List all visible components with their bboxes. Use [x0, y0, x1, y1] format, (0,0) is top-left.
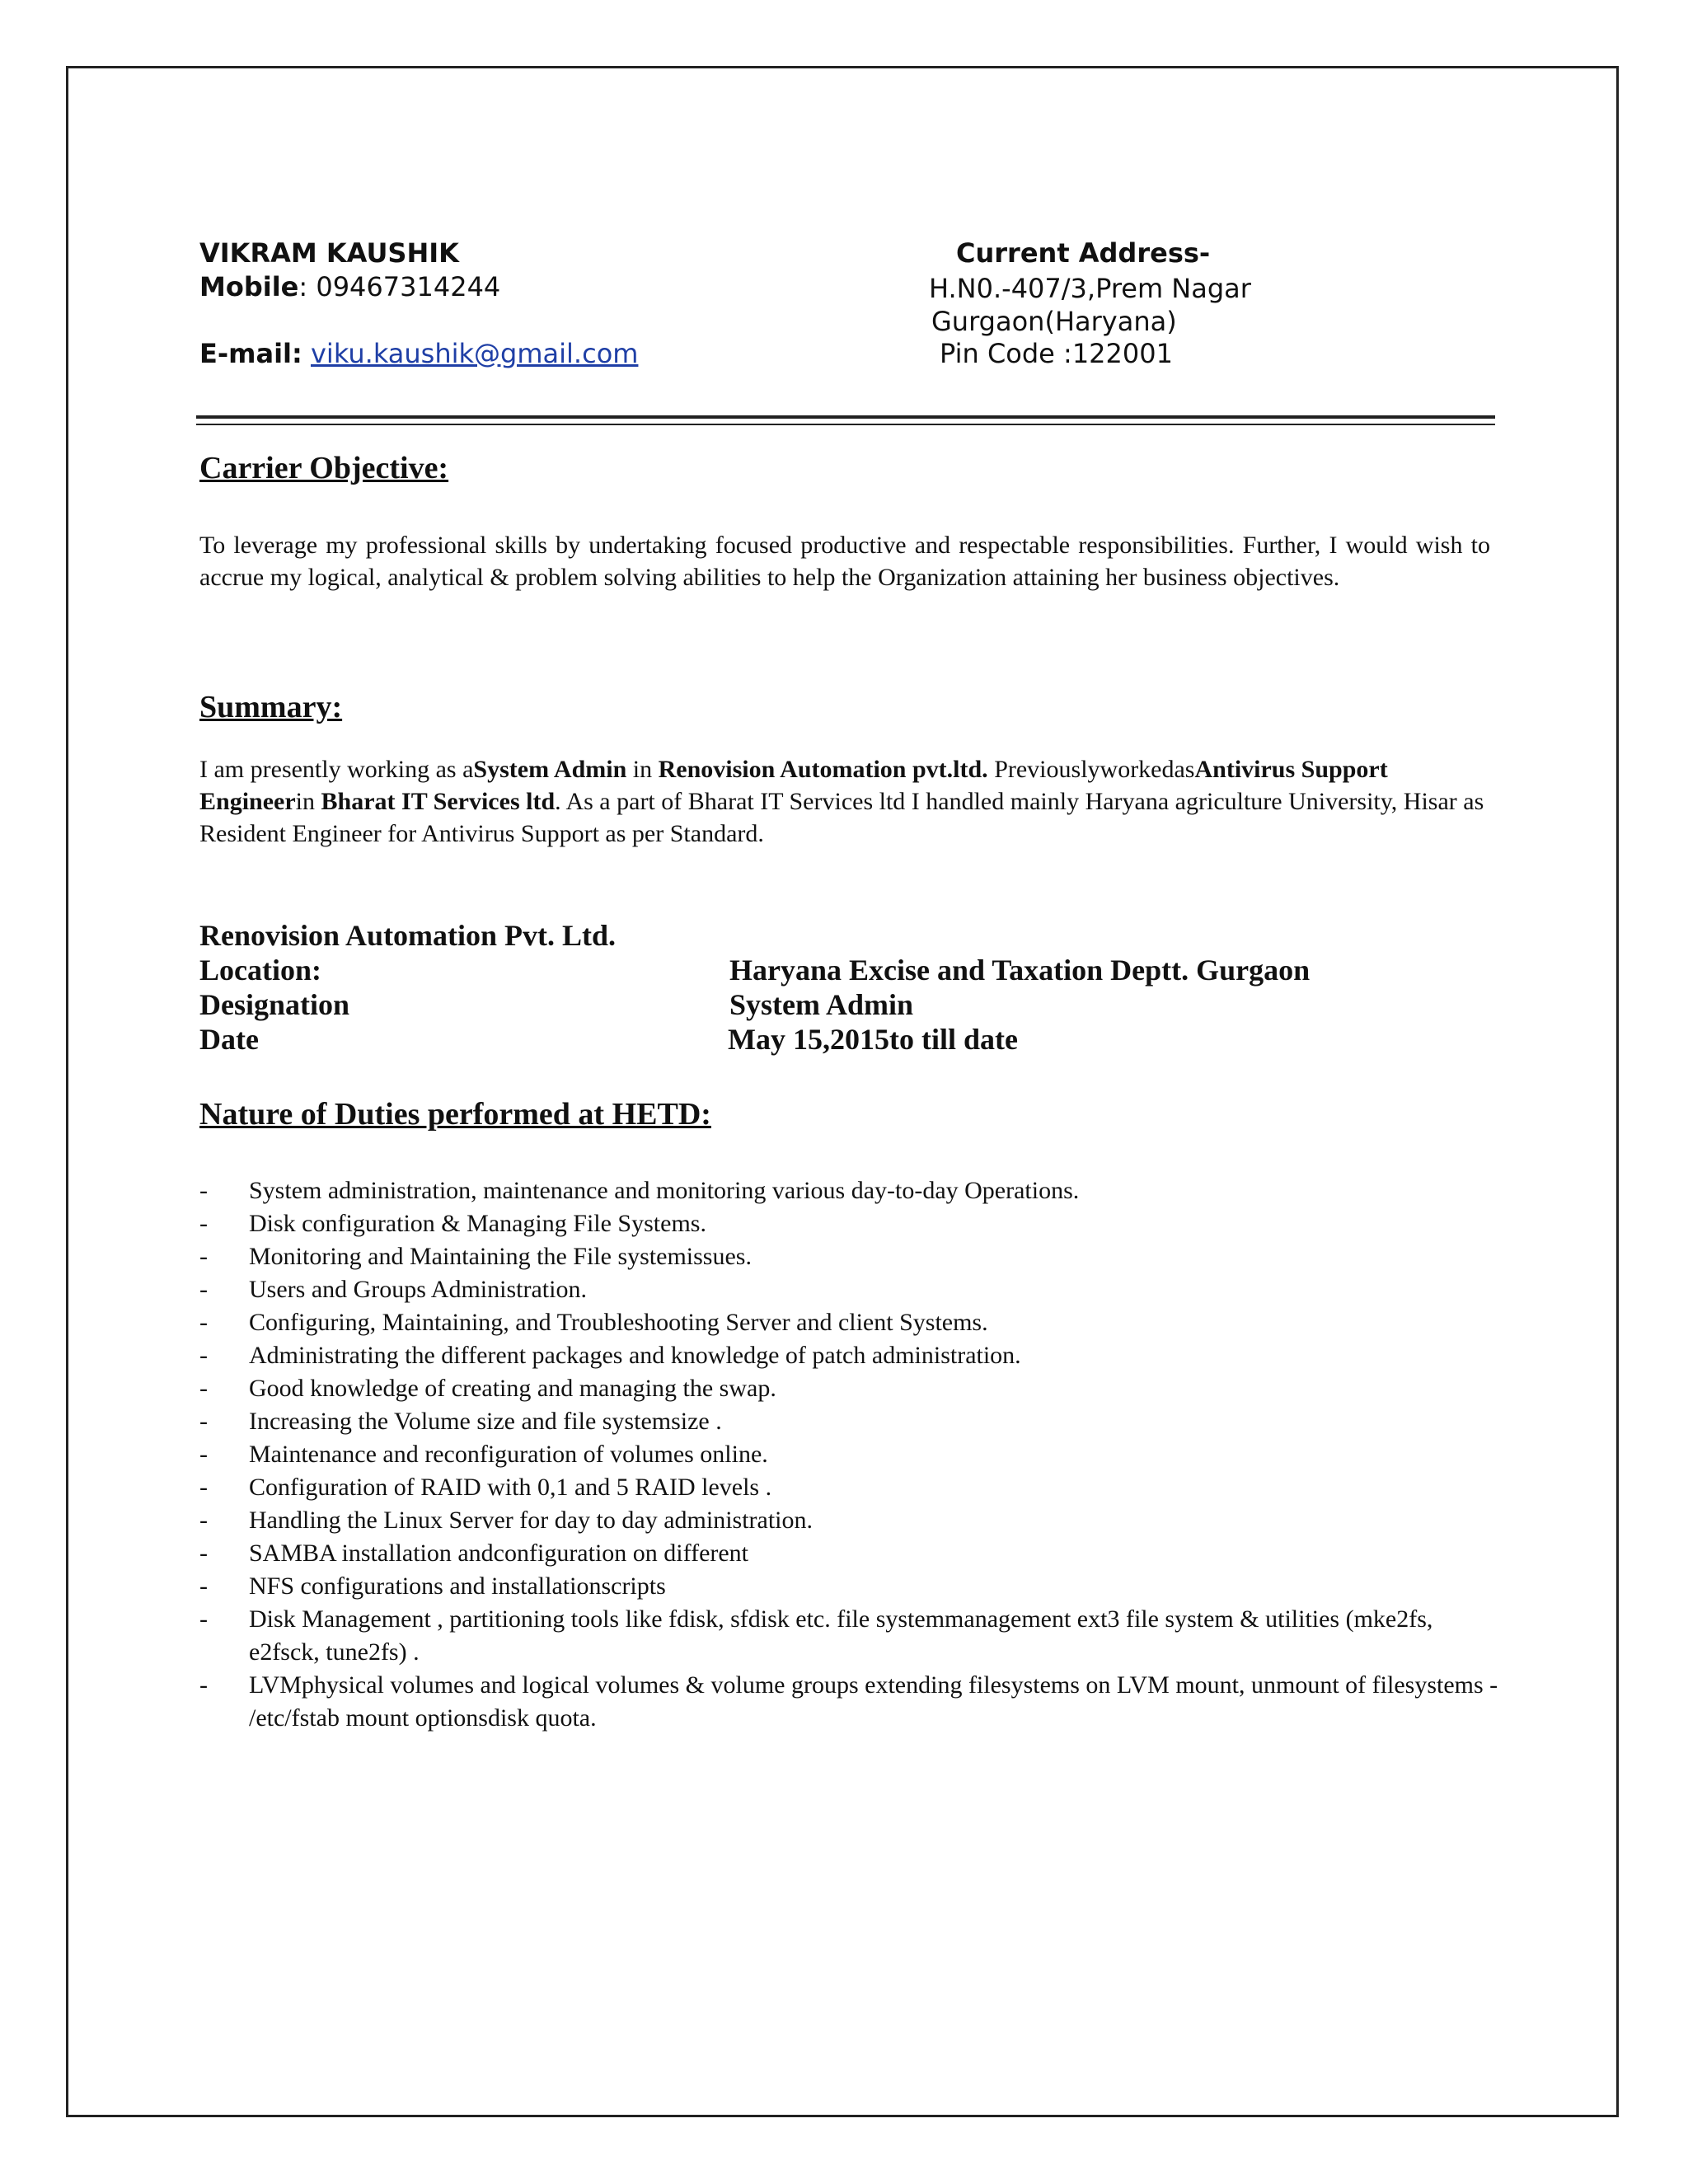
bullet-dash: -: [199, 1375, 208, 1402]
summary-prev-role: Antivirus Support Engineer: [199, 756, 1388, 815]
address-pin-code: Pin Code :122001: [940, 338, 1173, 369]
location-value: Haryana Excise and Taxation Deptt. Gurgaon: [729, 954, 1311, 987]
duty-item: [199, 1603, 1502, 1669]
summary-role: System Admin: [473, 756, 627, 783]
duty-item: [199, 1471, 1502, 1504]
duty-item: [199, 1405, 1502, 1438]
bullet-dash: -: [199, 1309, 208, 1336]
duty-item: [199, 1537, 1502, 1570]
bullet-dash: -: [199, 1540, 208, 1567]
candidate-name: VIKRAM KAUSHIK: [199, 237, 459, 269]
objective-heading: Carrier Objective:: [199, 451, 449, 485]
duty-text: Monitoring and Maintaining the File systemissues.: [249, 1243, 752, 1270]
summary-text-2: in: [626, 756, 659, 783]
duty-text: Increasing the Volume size and file systemsize .: [249, 1408, 722, 1435]
duty-item: [199, 1669, 1502, 1735]
duty-item: [199, 1306, 1502, 1339]
duty-text: SAMBA installation andconfiguration on different: [249, 1540, 749, 1567]
bullet-dash: -: [199, 1605, 208, 1633]
bullet-dash: -: [199, 1243, 208, 1270]
objective-text: To leverage my professional skills by undertaking focused productive and respectable responsibilities. Further, I would wish to accrue my logical, analytical & problem solving abilities to help the Organization attaining her business objectives.: [199, 532, 1490, 591]
summary-text-1: I am presently working as a: [199, 756, 474, 783]
bullet-dash: -: [199, 1474, 208, 1501]
email-link[interactable]: viku.kaushik@gmail.com: [310, 338, 639, 369]
bullet-dash: -: [199, 1210, 208, 1237]
designation-label: Designation: [199, 988, 350, 1021]
bullet-dash: -: [199, 1276, 208, 1303]
duty-text: Good knowledge of creating and managing the swap.: [249, 1375, 776, 1402]
duties-heading: Nature of Duties performed at HETD:: [199, 1097, 711, 1132]
header-divider: [196, 415, 1495, 419]
bullet-dash: -: [199, 1507, 208, 1534]
duty-item: [199, 1372, 1502, 1405]
duty-text: Maintenance and reconfiguration of volumes online.: [249, 1441, 768, 1468]
header-divider-thin: [196, 424, 1495, 425]
summary-text-3: Previouslyworkedas: [987, 756, 1195, 783]
summary-heading: Summary:: [199, 690, 343, 724]
duty-text: System administration, maintenance and monitoring various day-to-day Operations.: [249, 1177, 1080, 1204]
bullet-dash: -: [199, 1572, 208, 1600]
duty-text: Users and Groups Administration.: [249, 1276, 587, 1303]
page-border: [66, 66, 1619, 2117]
duty-item: [199, 1504, 1502, 1537]
email-line: [199, 337, 638, 370]
mobile-value: : 09467314244: [298, 271, 501, 302]
duty-text: Disk configuration & Managing File Systems.: [249, 1210, 706, 1237]
address-line-2: Gurgaon(Haryana): [931, 306, 1177, 337]
duties-list: [199, 1174, 1502, 1735]
address-title: Current Address-: [956, 237, 1211, 269]
duty-text: NFS configurations and installationscripts: [249, 1572, 666, 1600]
duty-text: Administrating the different packages and knowledge of patch administration.: [249, 1342, 1021, 1369]
bullet-dash: -: [199, 1342, 208, 1369]
bullet-dash: -: [199, 1177, 208, 1204]
bullet-dash: -: [199, 1671, 208, 1699]
duty-item: [199, 1438, 1502, 1471]
duty-item: [199, 1570, 1502, 1603]
duty-item: [199, 1174, 1502, 1207]
company-name: Renovision Automation Pvt. Ltd.: [199, 919, 617, 952]
duty-item: [199, 1339, 1502, 1372]
duty-text: Configuring, Maintaining, and Troubleshooting Server and client Systems.: [249, 1309, 988, 1336]
summary-text-4: in: [295, 788, 321, 815]
mobile-line: [199, 270, 500, 303]
duty-text: Configuration of RAID with 0,1 and 5 RAID levels .: [249, 1474, 772, 1501]
duty-text: LVMphysical volumes and logical volumes & volume groups extending filesystems on LVM mount, unmount of filesystems - /etc/fstab mount optionsdisk quota.: [249, 1671, 1498, 1732]
email-label: E-mail:: [199, 338, 302, 369]
bullet-dash: -: [199, 1441, 208, 1468]
duty-text: Disk Management , partitioning tools like fdisk, sfdisk etc. file systemmanagement ext3 file system & utilities (mke2fs, e2fsck, tune2fs) .: [249, 1605, 1433, 1666]
duty-item: [199, 1240, 1502, 1273]
summary-prev-company: Bharat IT Services ltd: [321, 788, 556, 815]
address-line-1: H.N0.-407/3,Prem Nagar: [929, 273, 1251, 304]
duty-item: [199, 1273, 1502, 1306]
location-label: Location:: [199, 954, 321, 987]
mobile-label: Mobile: [199, 271, 299, 302]
summary-text: [199, 753, 1490, 850]
designation-value: System Admin: [729, 988, 914, 1021]
duty-item: [199, 1207, 1502, 1240]
bullet-dash: -: [199, 1408, 208, 1435]
date-label: Date: [199, 1023, 259, 1056]
date-value: May 15,2015to till date: [728, 1023, 1018, 1056]
summary-company: Renovision Automation pvt.ltd.: [658, 756, 988, 783]
duty-text: Handling the Linux Server for day to day administration.: [249, 1507, 814, 1534]
summary-text-5: . As a part of Bharat IT Services ltd I handled mainly Haryana agriculture University, Hisar as Resident Engineer for Antivirus Support as per Standard.: [199, 788, 1484, 847]
